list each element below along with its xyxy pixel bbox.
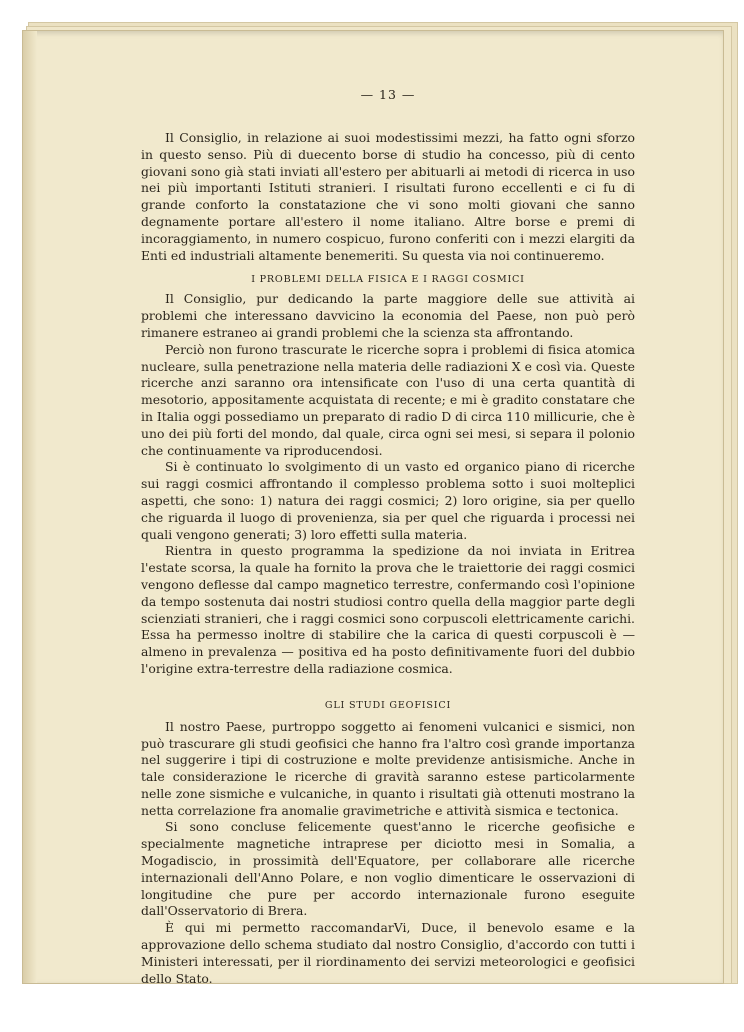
paragraph: Il Consiglio, pur dedicando la parte maggiore delle sue attività ai problemi che interessano davvicino la economia del Paese, non può però rimanere estraneo ai grandi problemi che la scienza sta affrontando. — [141, 291, 635, 340]
section-heading: GLI STUDI GEOFISICI — [324, 699, 452, 711]
paragraph: Il nostro Paese, purtroppo soggetto ai fenomeni vulcanici e sismici, non può trascurare gli studi geofisici che hanno fra l'altro così grande importanza nel suggerire i tipi di costruzione e molte previdenze antisismiche. Anche in tale considerazione le ricerche di gravità saranno estese particolarmente nelle zone sismiche e vulcaniche, in quanto i risultati già ottenuti mostrano la netta correlazione fra anomalie gravimetriche e attività sismica e tectonica. — [141, 718, 635, 818]
page-spine — [23, 31, 37, 983]
paragraph: Il Consiglio, in relazione ai suoi modestissimi mezzi, ha fatto ogni sforzo in questo senso. Più di duecento borse di studio ha concesso, più di cento giovani sono già stati inviati all'estero per abituarli ai metodi di ricerca in uso nei più importanti Istituti stranieri. I risultati furono eccellenti e ci fu di grande conforto la constatazione che vi sono molti giovani che sanno degnamente portare all'estero il nome italiano. Altre borse e premi di incoraggiamento, in numero cospicuo, furono conferiti con i mezzi elargiti da Enti ed industriali altamente benemeriti. Su questa via noi continueremo. — [141, 130, 635, 263]
paragraph: Perciò non furono trascurate le ricerche sopra i problemi di fisica atomica nucleare, sulla penetrazione nella materia delle radiazioni X e così via. Queste ricerche anzi saranno ora intensificate con l'uso di una certa quantità di mesotorio, appositamente acquistata di recente; e mi è gradito constatare che in Italia oggi possediamo un preparato di radio D di circa 110 millicurie, che è uno dei più forti del mondo, dal quale, circa ogni sei mesi, si separa il polonio che continuamente va riproducendosi. — [141, 341, 635, 458]
paragraph: Si sono concluse felicemente quest'anno le ricerche geofisiche e specialmente magnetiche intraprese per diciotto mesi in Somalia, a Mogadiscio, in prossimità dell'Equatore, per collaborare alle ricerche internazionali dell'Anno Polare, e non voglio dimenticare le osservazioni di longitudine che pure per accordo internazionale furono eseguite dall'Osservatorio di Brera. — [141, 819, 635, 919]
paragraph: È qui mi permetto raccomandarVi, Duce, il benevolo esame e la approvazione dello schema studiato dal nostro Consiglio, d'accordo con tutti i Ministeri interessati, per il riordinamento dei servizi meteorologici e geofisici dello Stato. — [141, 920, 635, 986]
page-number: — 13 — — [360, 87, 416, 102]
section-heading: I PROBLEMI DELLA FISICA E I RAGGI COSMICI — [251, 274, 525, 286]
page-content — [141, 87, 635, 987]
document-page — [22, 30, 724, 984]
paragraph: Rientra in questo programma la spedizione da noi inviata in Eritrea l'estate scorsa, la quale ha fornito la prova che le traiettorie dei raggi cosmici vengono deflesse dal campo magnetico terrestre, confermando così l'opinione da tempo sostenuta dai nostri studiosi contro quella della maggior parte degli scienziati stranieri, che i raggi cosmici sono corpuscoli elettricamente carichi. Essa ha permesso inoltre di stabilire che la carica di questi corpuscoli è — almeno in prevalenza — positiva ed ha posto definitivamente fuori del dubbio l'origine extra-terrestre della radiazione cosmica. — [141, 543, 635, 676]
paragraph: Si è continuato lo svolgimento di un vasto ed organico piano di ricerche sui raggi cosmici affrontando il complesso problema sotto i suoi molteplici aspetti, che sono: 1) natura dei raggi cosmici; 2) loro origine, sia per quello che riguarda il luogo di provenienza, sia per quel che riguarda i processi nei quali vengono generati; 3) loro effetti sulla materia. — [141, 459, 635, 542]
